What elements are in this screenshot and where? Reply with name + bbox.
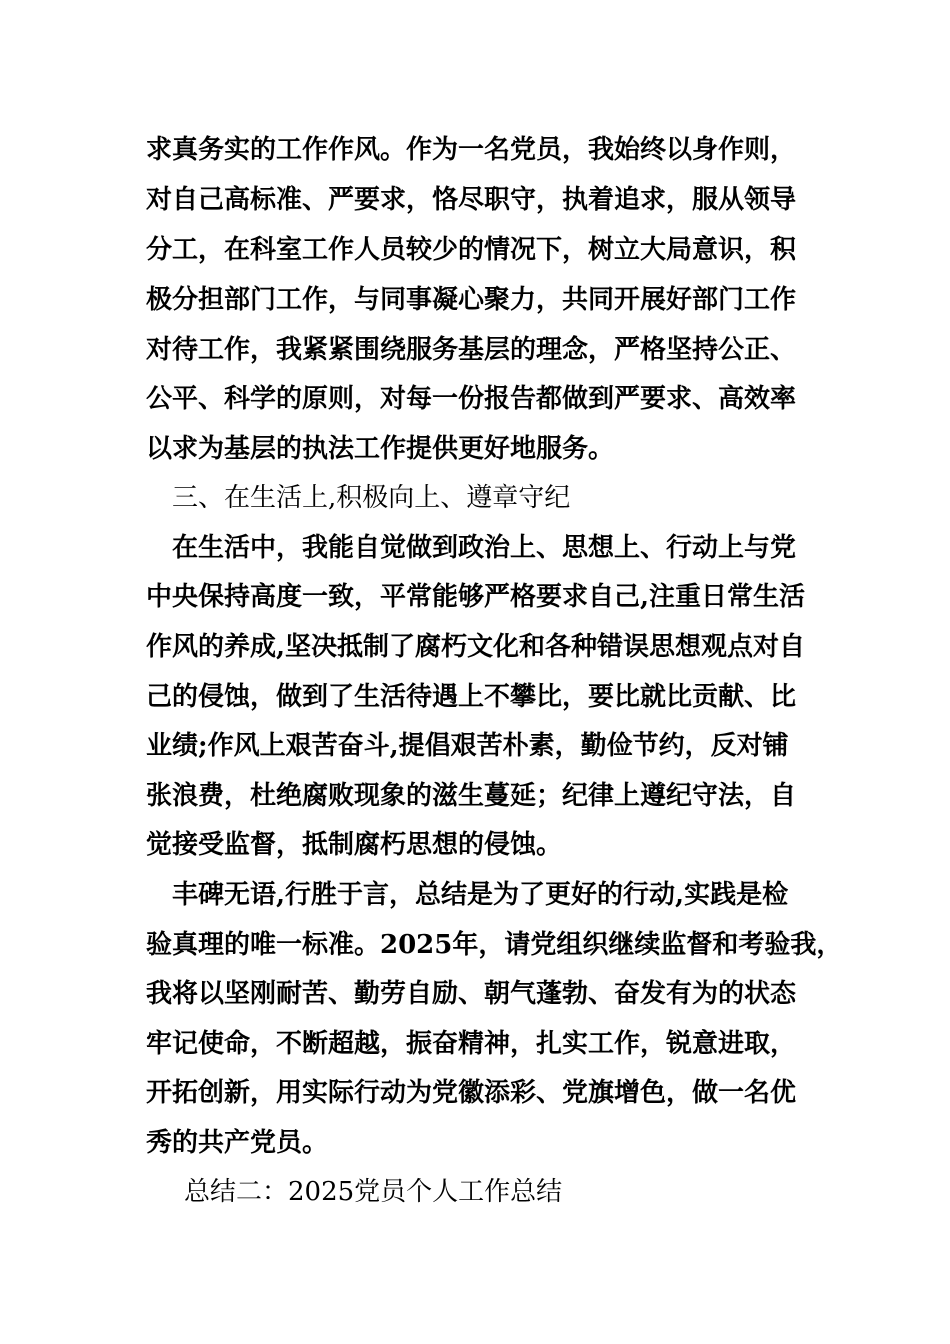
body-line: 中央保持高度一致，平常能够严格要求自己,注重日常生活 xyxy=(146,582,806,612)
body-line: 以求为基层的执法工作提供更好地服务。 xyxy=(146,434,615,464)
body-line: 作风的养成,坚决抵制了腐朽文化和各种错误思想观点对自 xyxy=(146,632,806,662)
body-line: 极分担部门工作，与同事凝心聚力，共同开展好部门工作 xyxy=(146,285,797,315)
section-heading: 三、在生活上,积极向上、遵章守纪 xyxy=(172,483,571,513)
body-line: 秀的共产党员。 xyxy=(146,1128,329,1158)
body-line: 开拓创新，用实际行动为党徽添彩、党旗增色，做一名优 xyxy=(146,1078,797,1108)
body-line: 在生活中，我能自觉做到政治上、思想上、行动上与党 xyxy=(172,533,797,563)
body-line: 丰碑无语,行胜于言，总结是为了更好的行动,实践是检 xyxy=(172,880,789,910)
body-line: 求真务实的工作作风。作为一名党员，我始终以身作则， xyxy=(146,135,797,165)
body-line: 己的侵蚀，做到了生活待遇上不攀比，要比就比贡献、比 xyxy=(146,682,797,712)
body-line: 张浪费，杜绝腐败现象的滋生蔓延；纪律上遵纪守法，自 xyxy=(146,781,797,811)
body-line: 牢记使命，不断超越，振奋精神，扎实工作，锐意进取， xyxy=(146,1029,797,1059)
body-line: 觉接受监督，抵制腐朽思想的侵蚀。 xyxy=(146,830,563,860)
body-line: 我将以坚刚耐苦、勤劳自励、朝气蓬勃、奋发有为的状态 xyxy=(146,979,797,1009)
body-line: 业绩;作风上艰苦奋斗,提倡艰苦朴素，勤俭节约，反对铺 xyxy=(146,731,789,761)
body-line: 对待工作，我紧紧围绕服务基层的理念，严格坚持公正、 xyxy=(146,335,797,365)
body-line: 公平、科学的原则，对每一份报告都做到严要求、高效率 xyxy=(146,384,797,414)
section-title: 总结二：2025党员个人工作总结 xyxy=(184,1177,563,1207)
body-line: 验真理的唯一标准。2025年，请党组织继续监督和考验我， xyxy=(146,930,843,960)
body-line: 对自己高标准、严要求，恪尽职守，执着追求，服从领导 xyxy=(146,185,797,215)
body-line: 分工，在科室工作人员较少的情况下，树立大局意识，积 xyxy=(146,235,797,265)
